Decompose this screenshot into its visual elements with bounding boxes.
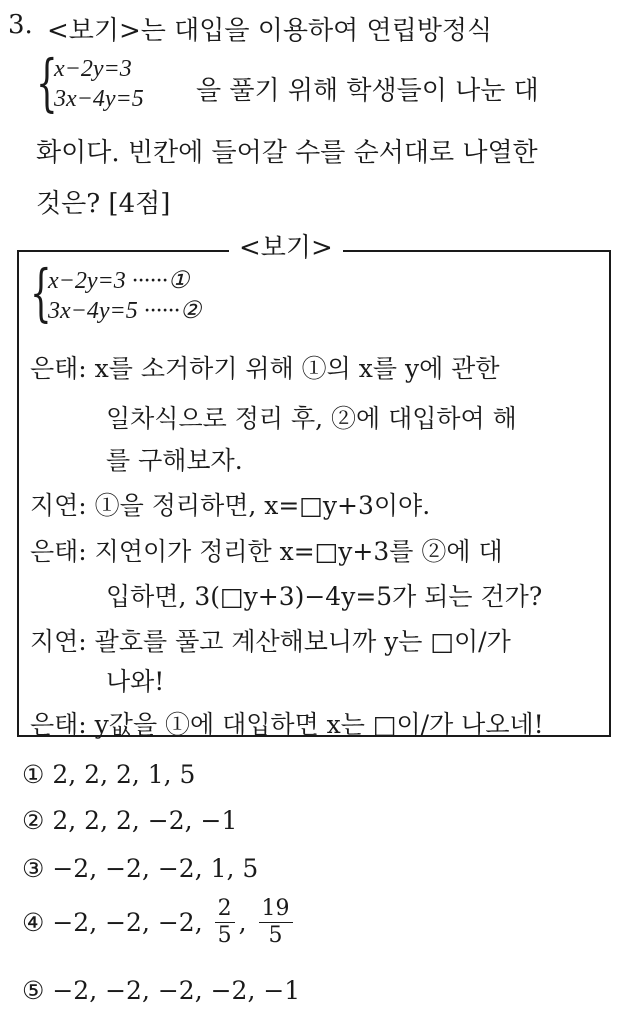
fraction-denominator: 5	[217, 923, 232, 948]
fraction-denominator: 5	[268, 923, 283, 948]
box-equation-1: x−2y=3 ······①	[48, 268, 190, 294]
question-line-2: 을 풀기 위해 학생들이 나눈 대	[196, 76, 539, 106]
option-4-fraction-2	[259, 896, 293, 949]
dialogue-line: 은태: y값을 ①에 대입하면 x는 □이/가 나오네!	[30, 710, 544, 739]
fraction-numerator: 19	[259, 896, 293, 923]
question-line-3: 화이다. 빈칸에 들어갈 수를 순서대로 나열한	[36, 138, 538, 168]
dialogue-line: 지연: ①을 정리하면, x=□y+3이야.	[30, 491, 431, 520]
dialogue-line: 를 구해보자.	[106, 446, 243, 475]
dialogue-line: 은태: 지연이가 정리한 x=□y+3를 ②에 대	[30, 537, 503, 566]
dialogue-line: 지연: 괄호를 풀고 계산해보니까 y는 □이/가	[30, 627, 511, 656]
option-2[interactable]: ② 2, 2, 2, −2, −1	[22, 806, 238, 835]
question-equation-1: x−2y=3	[54, 56, 132, 82]
fraction-numerator: 2	[215, 896, 235, 923]
option-4[interactable]	[22, 896, 297, 949]
question-line-1: <보기>는 대입을 이용하여 연립방정식	[47, 16, 493, 46]
option-3[interactable]: ③ −2, −2, −2, 1, 5	[22, 854, 259, 883]
dialogue-line: 나와!	[106, 667, 165, 696]
brace-icon: {	[36, 46, 58, 119]
option-4-comma: ,	[238, 908, 247, 937]
option-1[interactable]: ① 2, 2, 2, 1, 5	[22, 760, 196, 789]
option-4-lead: ④ −2, −2, −2,	[22, 908, 203, 937]
option-5[interactable]: ⑤ −2, −2, −2, −2, −1	[22, 976, 301, 1005]
question-line-4: 것은? [4점]	[36, 189, 171, 219]
option-4-fraction-1	[215, 896, 235, 949]
box-equation-2: 3x−4y=5 ······②	[48, 298, 202, 324]
brace-icon: {	[30, 256, 52, 329]
question-number: 3.	[8, 10, 33, 40]
dialogue-line: 은태: x를 소거하기 위해 ①의 x를 y에 관한	[30, 354, 500, 383]
question-equation-2: 3x−4y=5	[54, 86, 144, 112]
dialogue-line: 입하면, 3(□y+3)−4y=5가 되는 건가?	[106, 582, 543, 611]
example-box-title: <보기>	[229, 227, 343, 264]
dialogue-line: 일차식으로 정리 후, ②에 대입하여 해	[106, 404, 517, 433]
